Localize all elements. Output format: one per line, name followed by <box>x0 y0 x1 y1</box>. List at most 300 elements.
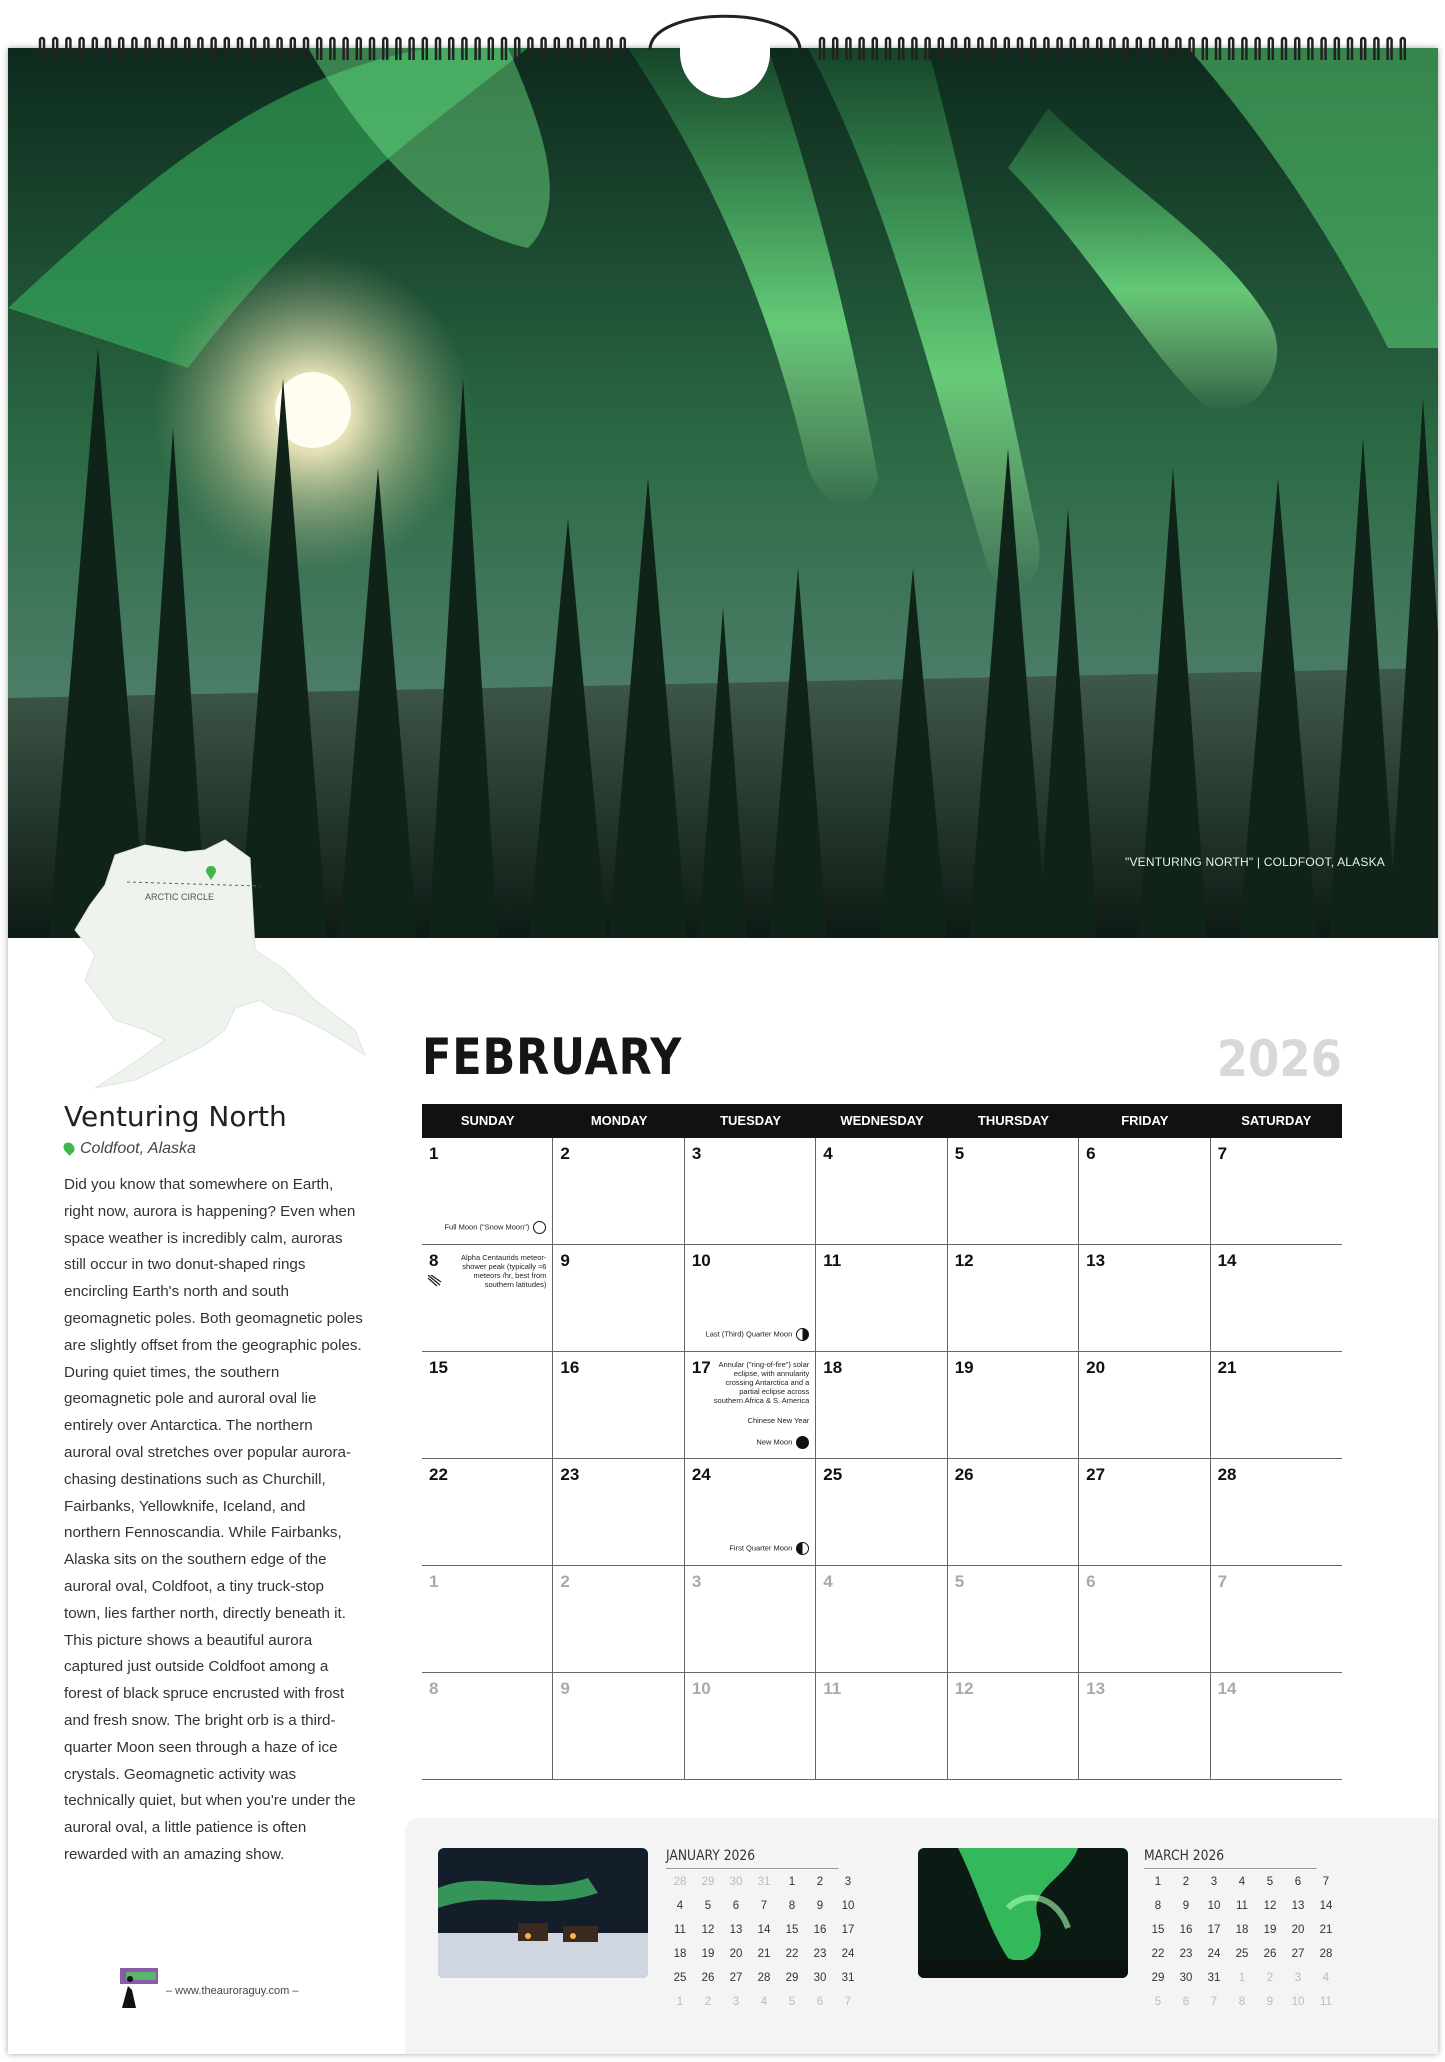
event-solar-eclipse <box>709 1360 809 1405</box>
mini-day: 4 <box>1238 1876 1246 1888</box>
mini-day: 28 <box>673 1876 687 1888</box>
mini-day: 11 <box>1320 1996 1332 2008</box>
spiral-coil <box>621 38 625 60</box>
mini-day: 2 <box>1266 1972 1274 1984</box>
day-number: 9 <box>560 1679 570 1698</box>
day-number: 26 <box>954 1465 974 1484</box>
day-cell <box>553 1673 684 1780</box>
spiral-coil <box>80 38 84 60</box>
day-cell <box>948 1673 1079 1780</box>
spiral-coil <box>846 38 850 60</box>
event-alpha-centaurids <box>454 1253 546 1289</box>
aurora-guy-logo <box>112 1968 162 2008</box>
mini-day: 28 <box>1319 1948 1333 1960</box>
mini-day: 6 <box>732 1900 740 1912</box>
day-number: 8 <box>429 1679 439 1698</box>
spiral-coil <box>119 38 123 60</box>
mini-day: 19 <box>701 1948 715 1960</box>
day-number: 6 <box>1086 1572 1096 1591</box>
march-thumbnail <box>918 1848 1128 1978</box>
mini-day: 3 <box>844 1876 852 1888</box>
spiral-coil <box>462 38 466 60</box>
day-cell <box>948 1352 1079 1459</box>
january-thumbnail <box>438 1848 648 1978</box>
mini-calendar-title: JANUARY 2026 <box>666 1848 838 1869</box>
event-first-quarter <box>729 1542 809 1555</box>
meteor-shower-icon <box>428 1275 442 1287</box>
day-number: 4 <box>823 1572 833 1591</box>
mini-day: 6 <box>1294 1876 1302 1888</box>
spiral-coil <box>1163 38 1167 60</box>
day-number: 5 <box>954 1572 965 1591</box>
weekday-monday: MONDAY <box>590 1113 648 1128</box>
event-last-quarter-text: Last (Third) Quarter Moon <box>705 1329 793 1339</box>
event-solar-eclipse-text: Annular ("ring-of-fire") solar eclipse, with annularity crossing Antarctica and a partial eclipse across southern Africa & S. America <box>713 1360 810 1405</box>
mini-day: 30 <box>1179 1972 1193 1984</box>
spiral-coil <box>146 38 150 60</box>
mini-day: 2 <box>704 1996 712 2008</box>
mini-day: 29 <box>785 1972 799 1984</box>
day-cell <box>816 1245 947 1352</box>
spiral-coil <box>1401 38 1405 60</box>
spiral-coil <box>1084 38 1088 60</box>
day-cell <box>1211 1352 1342 1459</box>
spiral-coil <box>502 38 506 60</box>
spiral-coil <box>198 38 202 60</box>
day-number: 11 <box>823 1251 842 1270</box>
spiral-coil <box>1361 38 1365 60</box>
day-number: 5 <box>954 1144 965 1163</box>
day-cell <box>816 1352 947 1459</box>
mini-day: 10 <box>1207 1900 1221 1912</box>
location-text: Coldfoot, Alaska <box>80 1140 196 1157</box>
moon-phase-icon <box>796 1328 809 1341</box>
mini-day: 26 <box>701 1972 715 1984</box>
spiral-coil <box>1058 38 1062 60</box>
day-number: 13 <box>1086 1251 1106 1270</box>
spiral-coil <box>899 38 903 60</box>
day-cell <box>685 1245 816 1352</box>
spiral-coil <box>1176 38 1180 60</box>
day-number: 1 <box>429 1572 439 1591</box>
day-cell <box>816 1459 947 1566</box>
day-cell <box>685 1673 816 1780</box>
arctic-circle-label: ARCTIC CIRCLE <box>145 892 215 902</box>
spiral-coil <box>912 38 916 60</box>
day-cell <box>1079 1673 1210 1780</box>
story-body: Did you know that somewhere on Earth, right now, aurora is happening? Even when space weather is incredibly calm, auroras still occur in two donut-shaped rings encircling Earth's north and south geomagnetic poles. Both geomagnetic poles are slightly offset from the geographic poles. During quiet times, the southern geomagnetic pole and auroral oval lie entirely over Antarctica. The northern auroral oval stretches over popular aurora-chasing destinations such as Churchill, Fairbanks, Yellowknife, Iceland, and northern Fennoscandia. While Fairbanks, Alaska sits on the southern edge of the auroral oval, Coldfoot, a tiny truck-stop town, lies farther north, directly beneath it. This picture shows a beautiful aurora captured just outside Coldfoot among a forest of black spruce encrusted with frost and fresh snow. The bright orb is a third-quarter Moon seen through a haze of ice crystals. Geomagnetic activity was technically quiet, but when you're under the auroral oval, a little patience is often rewarded with an amazing show. <box>64 1176 363 1863</box>
day-cell <box>422 1566 553 1673</box>
event-full-moon <box>444 1221 546 1234</box>
spiral-coil <box>1137 38 1141 60</box>
day-cell <box>1211 1673 1342 1780</box>
mini-day: 7 <box>1322 1876 1330 1888</box>
mini-day: 1 <box>676 1996 684 2008</box>
spiral-coil <box>608 38 612 60</box>
day-cell <box>422 1459 553 1566</box>
mini-day: 28 <box>757 1972 771 1984</box>
story-title: Venturing North <box>64 1100 287 1133</box>
mini-day: 1 <box>1238 1972 1246 1984</box>
day-cell <box>1211 1138 1342 1245</box>
spiral-coil <box>873 38 877 60</box>
weekday-wednesday: WEDNESDAY <box>840 1113 924 1128</box>
mini-day: 9 <box>1182 1900 1190 1912</box>
mini-day: 8 <box>1238 1996 1246 2008</box>
day-cell <box>553 1245 684 1352</box>
mini-day: 7 <box>1210 1996 1218 2008</box>
weekday-tuesday: TUESDAY <box>720 1113 782 1128</box>
day-number: 7 <box>1217 1572 1228 1591</box>
spiral-coil <box>1374 38 1378 60</box>
day-cell <box>816 1138 947 1245</box>
day-cell <box>553 1566 684 1673</box>
day-number: 1 <box>429 1144 439 1163</box>
mini-day: 29 <box>1151 1972 1165 1984</box>
mini-calendar-days <box>1144 1873 1340 2011</box>
day-number: 3 <box>691 1144 702 1163</box>
mini-day: 23 <box>813 1948 827 1960</box>
mini-day: 8 <box>788 1900 796 1912</box>
spiral-coil <box>555 38 559 60</box>
mini-day: 10 <box>841 1900 855 1912</box>
moon-phase-icon <box>533 1221 546 1234</box>
mini-day: 18 <box>1235 1924 1249 1936</box>
day-cell <box>553 1459 684 1566</box>
mini-day: 30 <box>813 1972 827 1984</box>
event-alpha-centaurids-text: Alpha Centaurids meteor-shower peak (typically ≈6 meteors /hr, best from southern latitudes) <box>460 1253 547 1289</box>
spiral-coil <box>1190 38 1194 60</box>
story-location <box>64 1140 196 1158</box>
weekday-friday: FRIDAY <box>1121 1113 1169 1128</box>
spiral-coil <box>185 38 189 60</box>
day-number: 21 <box>1217 1358 1237 1377</box>
day-number: 18 <box>823 1358 843 1377</box>
mini-day: 22 <box>1151 1948 1165 1960</box>
spiral-coil <box>66 38 70 60</box>
day-number: 23 <box>560 1465 580 1484</box>
mini-day: 4 <box>760 1996 768 2008</box>
weekday-saturday: SATURDAY <box>1241 1113 1312 1128</box>
mini-day: 11 <box>1236 1900 1248 1912</box>
spiral-coil <box>886 38 890 60</box>
event-first-quarter-text: First Quarter Moon <box>729 1543 793 1553</box>
mini-day: 16 <box>1179 1924 1193 1936</box>
mini-day: 18 <box>673 1948 687 1960</box>
mini-day: 31 <box>1207 1972 1221 1984</box>
spiral-coil <box>1256 38 1260 60</box>
day-cell <box>685 1352 816 1459</box>
day-number: 2 <box>560 1572 570 1591</box>
spiral-coil <box>93 38 97 60</box>
day-number: 11 <box>823 1679 842 1698</box>
spiral-coil <box>820 38 824 60</box>
day-number: 16 <box>560 1358 580 1377</box>
mini-day: 30 <box>729 1876 743 1888</box>
mini-day: 11 <box>674 1924 686 1936</box>
mini-day: 29 <box>701 1876 715 1888</box>
day-number: 10 <box>691 1679 711 1698</box>
mini-calendar-days <box>666 1873 862 2011</box>
spiral-coil <box>1322 38 1326 60</box>
spiral-coil <box>449 38 453 60</box>
mini-day: 14 <box>757 1924 771 1936</box>
mini-day: 1 <box>788 1876 796 1888</box>
day-number: 28 <box>1217 1465 1237 1484</box>
day-number: 8 <box>429 1251 439 1270</box>
mini-day: 1 <box>1154 1876 1162 1888</box>
spiral-coil <box>238 38 242 60</box>
day-cell <box>422 1138 553 1245</box>
spiral-coil <box>40 38 44 60</box>
weekday-sunday: SUNDAY <box>460 1113 515 1128</box>
spiral-coil <box>159 38 163 60</box>
event-full-moon-text: Full Moon ("Snow Moon") <box>444 1222 530 1232</box>
mini-day: 27 <box>729 1972 743 1984</box>
spiral-coil <box>251 38 255 60</box>
mini-day: 3 <box>732 1996 740 2008</box>
spiral-coil <box>1044 38 1048 60</box>
mini-day: 12 <box>701 1924 715 1936</box>
mini-day: 3 <box>1210 1876 1218 1888</box>
day-number: 20 <box>1086 1358 1106 1377</box>
spiral-coil <box>476 38 480 60</box>
mini-day: 13 <box>1291 1900 1305 1912</box>
day-cell <box>1211 1245 1342 1352</box>
spiral-coil <box>436 38 440 60</box>
day-cell <box>685 1566 816 1673</box>
day-number: 2 <box>560 1144 570 1163</box>
mini-day: 7 <box>844 1996 852 2008</box>
day-cell <box>422 1352 553 1459</box>
mini-day: 10 <box>1291 1996 1305 2008</box>
spiral-coil <box>978 38 982 60</box>
spiral-coil <box>344 38 348 60</box>
mini-day: 17 <box>1207 1924 1221 1936</box>
spiral-coil <box>939 38 943 60</box>
day-number: 15 <box>429 1358 448 1377</box>
day-number: 12 <box>954 1251 974 1270</box>
spiral-coil <box>330 38 334 60</box>
day-cell <box>1079 1352 1210 1459</box>
spiral-coil <box>1071 38 1075 60</box>
day-cell <box>553 1138 684 1245</box>
day-cell <box>1211 1459 1342 1566</box>
spiral-coil <box>1242 38 1246 60</box>
spiral-coil <box>212 38 216 60</box>
mini-day: 9 <box>1266 1996 1274 2008</box>
mini-day: 3 <box>1294 1972 1302 1984</box>
month-grid <box>422 1138 1342 1780</box>
day-number: 24 <box>691 1465 711 1484</box>
spiral-coil <box>1097 38 1101 60</box>
spiral-coil <box>304 38 308 60</box>
mini-day: 20 <box>729 1948 743 1960</box>
day-cell <box>948 1138 1079 1245</box>
spiral-coil <box>1348 38 1352 60</box>
day-number: 19 <box>954 1358 974 1377</box>
day-number: 10 <box>691 1251 711 1270</box>
spiral-coil <box>594 38 598 60</box>
spiral-coil <box>410 38 414 60</box>
mini-day: 15 <box>1151 1924 1165 1936</box>
spiral-coil <box>581 38 585 60</box>
mini-day: 4 <box>676 1900 684 1912</box>
day-cell <box>948 1459 1079 1566</box>
mini-day: 2 <box>816 1876 824 1888</box>
spiral-coil <box>965 38 969 60</box>
event-new-moon-text: New Moon <box>756 1437 793 1447</box>
spiral-coil <box>357 38 361 60</box>
spiral-coil <box>1018 38 1022 60</box>
day-cell <box>553 1352 684 1459</box>
mini-day: 5 <box>704 1900 712 1912</box>
mini-day: 13 <box>729 1924 743 1936</box>
spiral-coil <box>1335 38 1339 60</box>
day-cell <box>816 1673 947 1780</box>
mini-day: 5 <box>788 1996 796 2008</box>
spiral-coil <box>225 38 229 60</box>
spiral-coil <box>568 38 572 60</box>
weekday-header <box>422 1104 1342 1138</box>
event-new-moon <box>756 1436 809 1449</box>
alaska-map <box>55 830 375 1090</box>
mini-day: 8 <box>1154 1900 1162 1912</box>
day-cell <box>1079 1245 1210 1352</box>
event-last-quarter <box>706 1328 810 1341</box>
spiral-coil <box>1282 38 1286 60</box>
day-number: 14 <box>1217 1679 1237 1698</box>
spiral-coil <box>1388 38 1392 60</box>
year-title: 2026 <box>1216 1030 1342 1088</box>
mini-day: 31 <box>757 1876 771 1888</box>
mini-day: 17 <box>841 1924 855 1936</box>
day-number: 22 <box>429 1465 448 1484</box>
mini-day: 15 <box>785 1924 799 1936</box>
spiral-coil <box>926 38 930 60</box>
mini-day: 25 <box>1235 1948 1249 1960</box>
day-number: 14 <box>1217 1251 1237 1270</box>
day-number: 6 <box>1086 1144 1096 1163</box>
mini-day: 2 <box>1182 1876 1190 1888</box>
mini-day: 5 <box>1154 1996 1162 2008</box>
day-cell <box>1079 1138 1210 1245</box>
spiral-coil <box>515 38 519 60</box>
spiral-coil <box>1216 38 1220 60</box>
spiral-coil <box>423 38 427 60</box>
spiral-coil <box>833 38 837 60</box>
month-title: FEBRUARY <box>422 1028 683 1086</box>
mini-day: 12 <box>1263 1900 1277 1912</box>
spiral-coil <box>1031 38 1035 60</box>
mini-day: 6 <box>1182 1996 1190 2008</box>
mini-day: 7 <box>760 1900 768 1912</box>
spiral-coil <box>1308 38 1312 60</box>
spiral-coil <box>278 38 282 60</box>
mini-day: 24 <box>841 1948 855 1960</box>
day-cell <box>422 1673 553 1780</box>
day-number: 9 <box>560 1251 570 1270</box>
mini-day: 22 <box>785 1948 799 1960</box>
spiral-coil <box>291 38 295 60</box>
mini-calendar-january <box>666 1848 862 2011</box>
mini-day: 16 <box>813 1924 827 1936</box>
spiral-coil <box>860 38 864 60</box>
photo-caption: "VENTURING NORTH" | COLDFOOT, ALASKA <box>1125 855 1385 869</box>
moon-phase-icon <box>796 1436 809 1449</box>
day-number: 7 <box>1217 1144 1228 1163</box>
day-cell <box>948 1245 1079 1352</box>
spiral-coil <box>53 38 57 60</box>
spiral-coil <box>952 38 956 60</box>
day-cell <box>1079 1459 1210 1566</box>
mini-day: 23 <box>1179 1948 1193 1960</box>
day-cell <box>1211 1566 1342 1673</box>
mini-day: 27 <box>1291 1948 1305 1960</box>
website-url: – www.theauroraguy.com – <box>166 1985 299 1997</box>
spiral-coil <box>1005 38 1009 60</box>
spiral-coil <box>1269 38 1273 60</box>
day-number: 12 <box>954 1679 974 1698</box>
mini-day: 6 <box>816 1996 824 2008</box>
day-number: 4 <box>823 1144 833 1163</box>
event-chinese-new-year <box>748 1416 810 1425</box>
day-cell <box>816 1566 947 1673</box>
mini-day: 31 <box>841 1972 855 1984</box>
spiral-coil <box>1124 38 1128 60</box>
spiral-coil <box>992 38 996 60</box>
mini-day: 24 <box>1207 1948 1221 1960</box>
event-chinese-new-year-text: Chinese New Year <box>747 1416 810 1425</box>
mini-calendar-title: MARCH 2026 <box>1144 1848 1316 1869</box>
day-number: 13 <box>1086 1679 1106 1698</box>
spiral-coil <box>1203 38 1207 60</box>
day-number: 27 <box>1086 1465 1106 1484</box>
location-pin-icon <box>61 1140 77 1156</box>
spiral-coil <box>1150 38 1154 60</box>
weekday-thursday: THURSDAY <box>977 1113 1049 1128</box>
mini-day: 5 <box>1266 1876 1274 1888</box>
spiral-coil <box>370 38 374 60</box>
mini-day: 26 <box>1263 1948 1277 1960</box>
mini-calendar-march <box>1144 1848 1340 2011</box>
day-cell <box>1079 1566 1210 1673</box>
day-number: 25 <box>823 1465 843 1484</box>
mini-day: 25 <box>673 1972 687 1984</box>
day-cell <box>422 1245 553 1352</box>
spiral-coil <box>317 38 321 60</box>
day-cell <box>685 1459 816 1566</box>
spiral-coil <box>172 38 176 60</box>
spiral-coil <box>264 38 268 60</box>
spiral-coil <box>542 38 546 60</box>
day-number: 17 <box>691 1358 711 1377</box>
spiral-coil <box>528 38 532 60</box>
moon-phase-icon <box>796 1542 809 1555</box>
mini-day: 20 <box>1291 1924 1305 1936</box>
spiral-coil <box>1229 38 1233 60</box>
mini-day: 19 <box>1263 1924 1277 1936</box>
spiral-coil <box>106 38 110 60</box>
spiral-coil <box>1295 38 1299 60</box>
mini-day: 21 <box>757 1948 771 1960</box>
spiral-coil <box>396 38 400 60</box>
mini-day: 9 <box>816 1900 824 1912</box>
mini-day: 14 <box>1319 1900 1333 1912</box>
day-cell <box>948 1566 1079 1673</box>
day-cell <box>685 1138 816 1245</box>
spiral-coil <box>132 38 136 60</box>
